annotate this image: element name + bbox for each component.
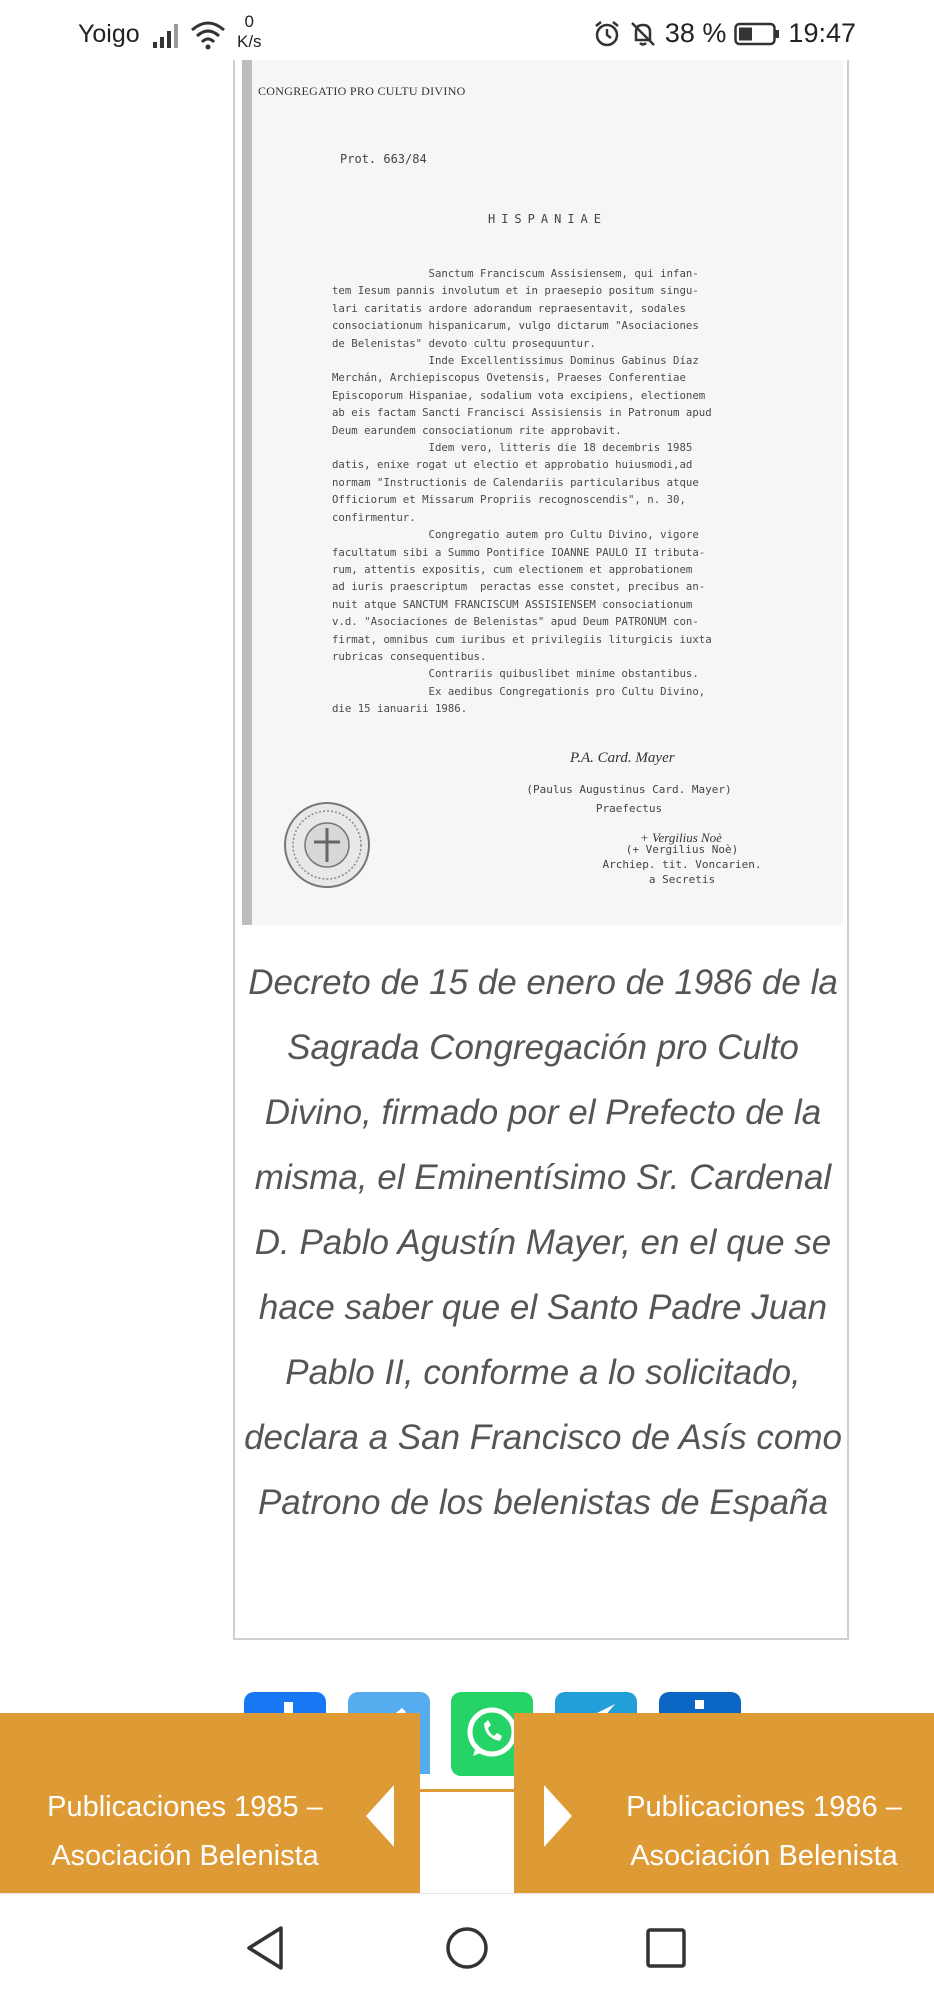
system-navigation-bar bbox=[0, 1893, 934, 2001]
prefect-name: (Paulus Augustinus Card. Mayer) bbox=[526, 783, 732, 796]
next-post-label: Publicaciones 1986 – Asociación Belenista bbox=[626, 1791, 902, 1872]
previous-post-label: Publicaciones 1985 – Asociación Belenista bbox=[47, 1791, 323, 1872]
signal-icon bbox=[152, 22, 182, 48]
wifi-icon bbox=[190, 20, 226, 50]
alarm-icon bbox=[593, 20, 621, 48]
figure-caption: Decreto de 15 de enero de 1986 de la Sagrada Congregación pro Culto Divino, firmado por el Prefecto de la misma, el Eminentísimo Sr. Cardenal D. Pablo Agustín Mayer, en el que se hace saber que el Santo Padre Juan Pablo II, conforme a lo solicitado, declara a San Francisco de Asís como Patrono de los belenistas de España bbox=[244, 963, 842, 1522]
secretary-name: (+ Vergilius Noè) bbox=[625, 843, 739, 856]
carrier-name: Yoigo bbox=[78, 20, 140, 48]
document-header: CONGREGATIO PRO CULTU DIVINO bbox=[258, 84, 466, 98]
chevron-right-icon bbox=[538, 1781, 578, 1851]
document-title: HISPANIAE bbox=[487, 212, 608, 226]
home-icon[interactable] bbox=[444, 1924, 490, 1972]
next-post-button[interactable] bbox=[514, 1713, 934, 1893]
chevron-left-icon bbox=[360, 1781, 400, 1851]
status-right bbox=[593, 18, 856, 49]
network-speed-value: 0 bbox=[244, 12, 255, 31]
figure-card bbox=[233, 60, 849, 1640]
previous-post-button[interactable] bbox=[0, 1713, 420, 1893]
secretary-block bbox=[582, 842, 782, 887]
prefect-block bbox=[504, 780, 754, 818]
document-body: Sanctum Franciscum Assisiensem, qui infan- tem Iesum pannis involutum et in praesepio positum singu- lari caritatis ardore adorandum repraesentavit, sodales consociationum hispanicarum, vulgo dictarum "Asociaciones de Belenistas" devoto cultu prosequuntur. Inde Excellentissimus Dominus Gabinus Díaz Merchán, Archiepiscopus Ovetensis, Praeses Conferentiae Episcoporum Hispaniae, sodalium vota excipiens, electionem ab eis factam Sancti Francisci Assisiensis in Patronum apud Deum earundem consociationum rite approbavit. Idem vero, litteris die 18 decembris 1985 datis, enixe rogat ut electio et approbatio huiusmodi,ad normam "Instructionis de Calendariis particularibus atque Officiorum et Missarum Propriis recognoscendis", n. 30, confirmentur. Congregatio autem pro Cultu Divino, vigore facultatum sibi a Summo Pontifice IOANNE PAULO II tributa- rum, attentis expositis, cum electionem et approbationem ad iuris praescriptum peractas esse constet, precibus an- nuit atque SANCTUM FRANCISCUM ASSISIENSEM consociationum v.d. "Asociaciones de Belenistas" apud Deum PATRONUM con- firmat, omnibus cum iuribus et privilegiis liturgicis iuxta rubricas consequentibus. Contrariis quibuslibet minime obstantibus. Ex aedibus Congregationis pro Cultu Divino, die 15 ianuarii 1986. bbox=[332, 267, 712, 716]
secretary-role: a Secretis bbox=[648, 873, 716, 886]
network-speed-unit: K/s bbox=[237, 32, 262, 51]
battery-percent: 38 % bbox=[664, 18, 727, 48]
secretary-title: Archiep. tit. Voncarien. bbox=[602, 858, 762, 871]
prefect-role: Praefectus bbox=[595, 802, 663, 815]
secretary-signature: + Vergilius Noè bbox=[640, 830, 722, 845]
document-protocol: Prot. 663/84 bbox=[340, 152, 427, 166]
clock: 19:47 bbox=[788, 18, 856, 48]
recents-icon[interactable] bbox=[644, 1924, 688, 1972]
post-nav-divider bbox=[420, 1789, 514, 1896]
mute-bell-icon bbox=[629, 20, 657, 48]
back-icon[interactable] bbox=[243, 1924, 287, 1972]
decree-document-image[interactable] bbox=[242, 60, 843, 925]
battery-icon bbox=[734, 22, 780, 46]
congregation-seal-icon bbox=[282, 800, 372, 890]
prefect-signature: P.A. Card. Mayer bbox=[570, 750, 675, 766]
network-speed bbox=[237, 12, 262, 52]
